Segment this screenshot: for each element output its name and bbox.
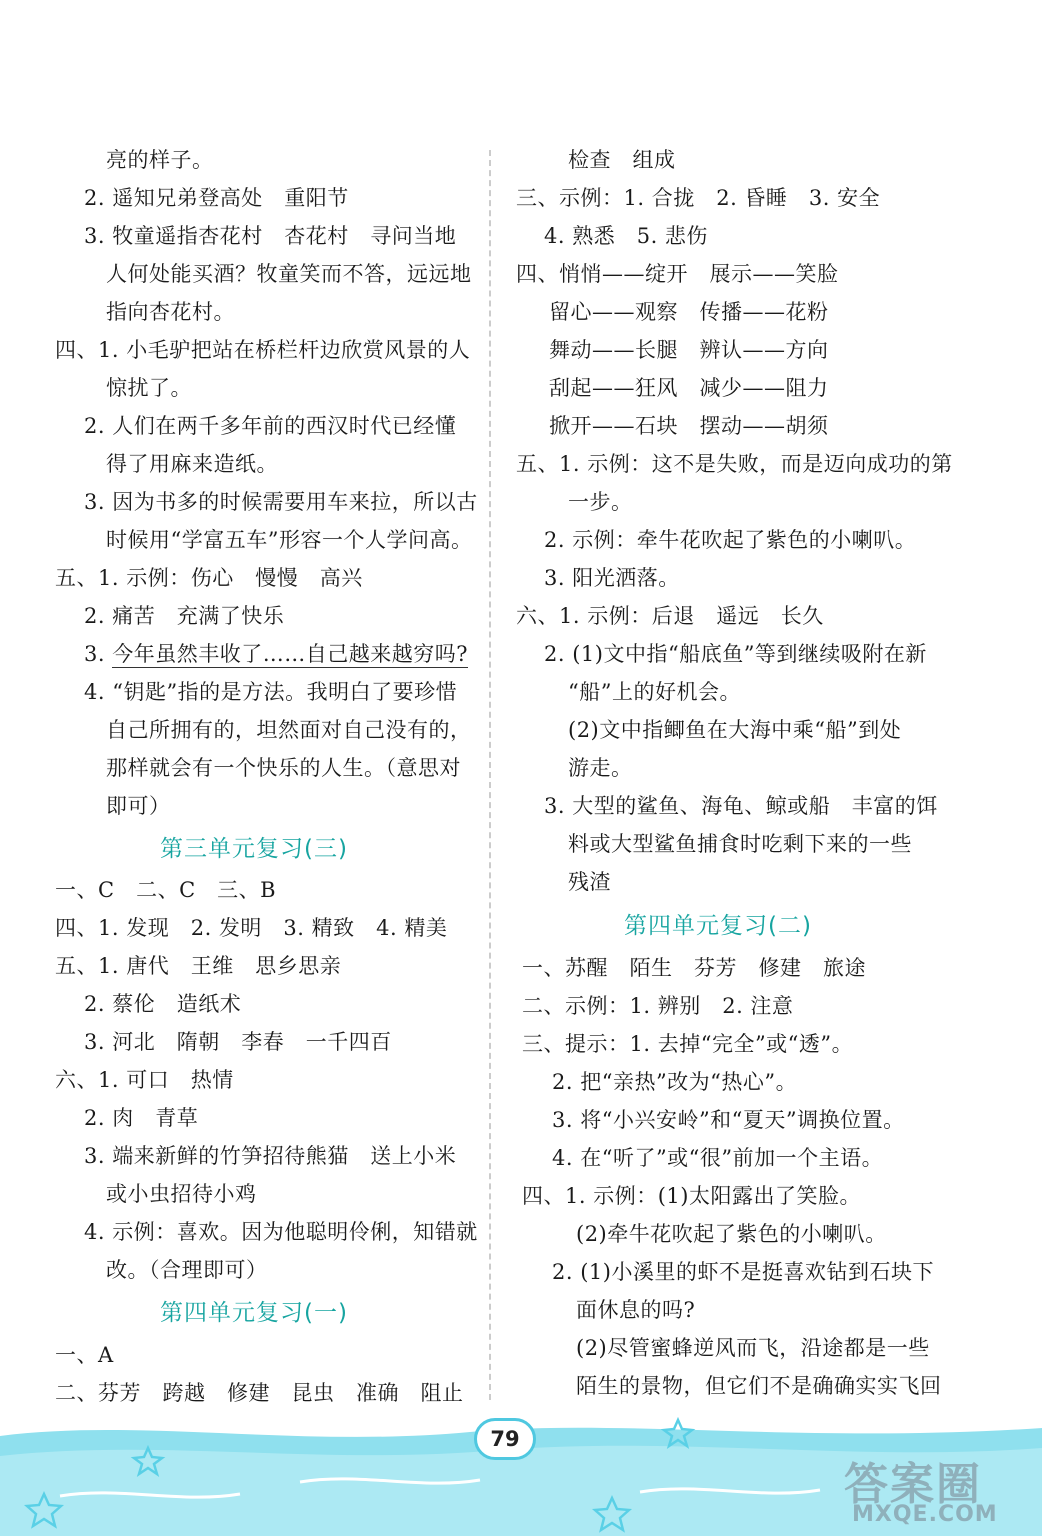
text-line: 2. 痛苦 充满了快乐 (84, 604, 285, 628)
text-line: 四、1. 示例：(1)太阳露出了笑脸。 (522, 1184, 861, 1208)
text-line: 检查 组成 (568, 148, 676, 172)
text-line: 五、1. 唐代 王维 思乡思亲 (55, 954, 342, 978)
text-line: 自己所拥有的，坦然面对自己没有的， (106, 718, 472, 742)
text-line: 三、提示：1. 去掉“完全”或“透”。 (522, 1032, 854, 1056)
text-line: 3. 端来新鲜的竹笋招待熊猫 送上小米 (84, 1144, 457, 1168)
text-line: 四、1. 发现 2. 发明 3. 精致 4. 精美 (55, 916, 448, 940)
text-line: 改。（合理即可） (106, 1258, 268, 1282)
text-line: 3. 将“小兴安岭”和“夏天”调换位置。 (552, 1108, 905, 1132)
watermark-main: 答案圈 (844, 1459, 982, 1510)
text-line-underlined (84, 640, 468, 668)
text-line: 2. 遥知兄弟登高处 重阳节 (84, 186, 349, 210)
text-line: 人何处能买酒？牧童笑而不答，远远地 (106, 262, 472, 286)
text-line: (2)牵牛花吹起了紫色的小喇叭。 (576, 1222, 887, 1246)
text-line: 2. (1)文中指“船底鱼”等到继续吸附在新 (544, 642, 927, 666)
text-line: 一、C 二、C 三、B (55, 878, 277, 902)
text-line: 2. 把“亲热”改为“热心”。 (552, 1070, 798, 1094)
text-line: 残渣 (568, 870, 611, 894)
text-line: 得了用麻来造纸。 (106, 452, 278, 476)
text-line: 2. 示例：牵牛花吹起了紫色的小喇叭。 (544, 528, 917, 552)
text-line: 五、1. 示例：这不是失败，而是迈向成功的第 (516, 452, 953, 476)
text-line: 3. 因为书多的时候需要用车来拉，所以古 (84, 490, 478, 514)
text-line: 四、1. 小毛驴把站在桥栏杆边欣赏风景的人 (55, 338, 471, 362)
text-line: 4. 熟悉 5. 悲伤 (544, 224, 708, 248)
section-heading: 第四单元复习(二) (624, 913, 812, 939)
text-line: 惊扰了。 (106, 376, 192, 400)
text-line: 3. 大型的鲨鱼、海龟、鲸或船 丰富的饵 (544, 794, 938, 818)
text-line: 五、1. 示例：伤心 慢慢 高兴 (55, 566, 363, 590)
text-line: 3. 阳光洒落。 (544, 566, 680, 590)
text-line: 二、示例：1. 辨别 2. 注意 (522, 994, 794, 1018)
text-line: 舞动——长腿 辨认——方向 (549, 338, 829, 362)
section-heading: 第三单元复习(三) (160, 836, 348, 862)
text-line: (2)文中指鲫鱼在大海中乘“船”到处 (568, 718, 902, 742)
line-prefix: 3. (84, 642, 113, 666)
text-line: 刮起——狂风 减少——阻力 (549, 376, 829, 400)
underlined-quote: 今年虽然丰收了……自己越来越穷吗? (112, 642, 468, 666)
text-line: 3. 河北 隋朝 李春 一千四百 (84, 1030, 392, 1054)
text-line: 2. 蔡伦 造纸术 (84, 992, 242, 1016)
text-line: 时候用“学富五车”形容一个人学问高。 (106, 528, 473, 552)
text-line: 一步。 (568, 490, 633, 514)
text-line: 一、苏醒 陌生 芬芳 修建 旅途 (522, 956, 866, 980)
text-line: 即可） (106, 794, 171, 818)
watermark-logo (840, 1448, 1040, 1536)
text-line: 指向杏花村。 (106, 300, 235, 324)
text-line: (2)尽管蜜蜂逆风而飞，沿途都是一些 (576, 1336, 930, 1360)
text-line: 六、1. 可口 热情 (55, 1068, 234, 1092)
text-line: 六、1. 示例：后退 遥远 长久 (516, 604, 824, 628)
text-line: 四、悄悄——绽开 展示——笑脸 (516, 262, 839, 286)
text-line: 4. 在“听了”或“很”前加一个主语。 (552, 1146, 884, 1170)
text-line: 掀开——石块 摆动——胡须 (549, 414, 829, 438)
text-line: 陌生的景物，但它们不是确确实实飞回 (576, 1374, 942, 1398)
section-heading: 第四单元复习(一) (160, 1300, 348, 1326)
text-line: 一、A (55, 1343, 114, 1367)
text-line: 料或大型鲨鱼捕食时吃剩下来的一些 (568, 832, 912, 856)
text-line: 2. 人们在两千多年前的西汉时代已经懂 (84, 414, 457, 438)
column-divider (489, 150, 491, 1400)
text-line: “船”上的好机会。 (568, 680, 741, 704)
text-line: 3. 牧童遥指杏花村 杏花村 寻问当地 (84, 224, 457, 248)
page-number: 79 (474, 1418, 536, 1460)
text-line: 二、芬芳 跨越 修建 昆虫 准确 阻止 (55, 1381, 464, 1405)
text-line: 2. 肉 青草 (84, 1106, 199, 1130)
text-line: 游走。 (568, 756, 633, 780)
text-line: 4. 示例：喜欢。因为他聪明伶俐，知错就 (84, 1220, 478, 1244)
text-line: 面休息的吗? (576, 1298, 696, 1322)
text-line: 2. (1)小溪里的虾不是挺喜欢钻到石块下 (552, 1260, 934, 1284)
text-line: 4. “钥匙”指的是方法。我明白了要珍惜 (84, 680, 458, 704)
text-line: 留心——观察 传播——花粉 (549, 300, 829, 324)
text-line: 那样就会有一个快乐的人生。（意思对 (106, 756, 461, 780)
text-line: 三、示例：1. 合拢 2. 昏睡 3. 安全 (516, 186, 881, 210)
watermark-sub: MXQE.COM (852, 1502, 998, 1527)
text-line: 亮的样子。 (106, 148, 214, 172)
text-line: 或小虫招待小鸡 (106, 1182, 257, 1206)
